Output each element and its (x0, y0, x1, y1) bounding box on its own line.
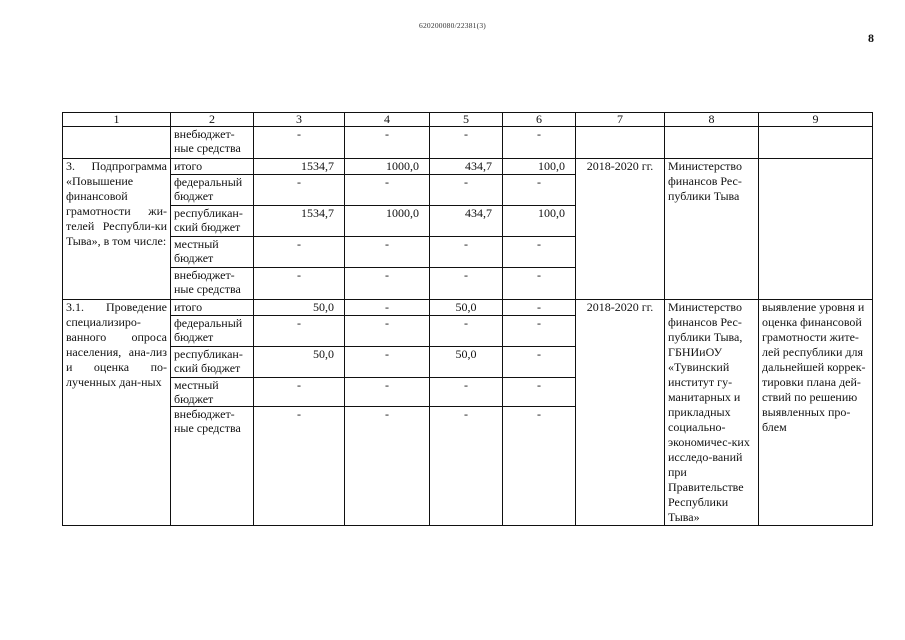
amount-2019: - (430, 237, 503, 268)
amount-2019: 434,7 (430, 159, 503, 175)
funding-source: итого (171, 300, 254, 316)
amount-total: - (254, 237, 345, 268)
amount-2018: - (345, 300, 430, 316)
funding-source: внебюджет-ные средства (171, 407, 254, 526)
amount-2018: - (345, 407, 430, 526)
amount-total: 1534,7 (254, 206, 345, 237)
responsible-executor: Министерство финансов Рес-публики Тыва, ГБНИиОУ «Тувинский институт гу-манитарных и прикладных социально-экономичес-ких исследо-ваний при Правительстве Республики Тыва» (665, 300, 759, 526)
amount-2018: - (345, 347, 430, 378)
implementation-period: 2018-2020 гг. (576, 300, 665, 526)
amount-2019: 50,0 (430, 347, 503, 378)
amount-total: - (254, 407, 345, 526)
funding-source: итого (171, 159, 254, 175)
funding-source: местный бюджет (171, 377, 254, 407)
funding-source: республикан-ский бюджет (171, 206, 254, 237)
funding-source: республикан-ский бюджет (171, 347, 254, 378)
amount-2020: - (503, 316, 576, 347)
amount-2020: - (503, 407, 576, 526)
amount-2019: - (430, 407, 503, 526)
col-number: 3 (254, 113, 345, 127)
amount-2019: - (430, 268, 503, 300)
funding-source: федеральный бюджет (171, 316, 254, 347)
amount-2020: - (503, 300, 576, 316)
document-id: 620200080/22381(3) (419, 21, 486, 30)
amount-2018: - (345, 268, 430, 300)
funding-source: внебюджет-ные средства (171, 268, 254, 300)
amount-2019: 50,0 (430, 300, 503, 316)
amount-2018: - (345, 175, 430, 206)
amount-2019: - (430, 377, 503, 407)
amount-2020: - (503, 127, 576, 159)
col-number: 7 (576, 113, 665, 127)
activity-name: 3.1. Проведение специализиро-ванного опроса населения, ана-лиз и оценка по-лученных дан-ных (63, 300, 171, 526)
amount-total: - (254, 268, 345, 300)
amount-2018: 1000,0 (345, 159, 430, 175)
program-table (62, 112, 873, 526)
amount-total: 50,0 (254, 300, 345, 316)
col-number: 6 (503, 113, 576, 127)
table-cell (63, 127, 171, 159)
amount-2020: 100,0 (503, 159, 576, 175)
amount-2020: - (503, 237, 576, 268)
col-number: 1 (63, 113, 171, 127)
amount-total: - (254, 316, 345, 347)
amount-2020: - (503, 377, 576, 407)
implementation-period: 2018-2020 гг. (576, 159, 665, 300)
amount-total: 50,0 (254, 347, 345, 378)
table-cell (665, 127, 759, 159)
amount-2020: - (503, 347, 576, 378)
table-row (63, 300, 873, 316)
amount-2019: - (430, 175, 503, 206)
amount-2018: - (345, 127, 430, 159)
amount-2020: - (503, 175, 576, 206)
table-cell (576, 127, 665, 159)
col-number: 2 (171, 113, 254, 127)
amount-total: - (254, 175, 345, 206)
amount-total: - (254, 377, 345, 407)
column-number-row (63, 113, 873, 127)
amount-total: - (254, 127, 345, 159)
amount-2018: - (345, 316, 430, 347)
col-number: 4 (345, 113, 430, 127)
amount-2019: - (430, 127, 503, 159)
amount-2018: - (345, 377, 430, 407)
funding-source: федеральный бюджет (171, 175, 254, 206)
table-row (63, 159, 873, 175)
funding-source: местный бюджет (171, 237, 254, 268)
expected-result: выявление уровня и оценка финансовой грамотности жите-лей республики для дальнейшей коррек-тировки плана дей-ствий по решению выявленных про-блем (759, 300, 873, 526)
table-cell (759, 127, 873, 159)
amount-2018: - (345, 237, 430, 268)
responsible-executor: Министерство финансов Рес-публики Тыва (665, 159, 759, 300)
continuation-row (63, 127, 873, 159)
amount-2020: 100,0 (503, 206, 576, 237)
subprogram-name: 3. Подпрограмма «Повышение финансовой грамотности жи-телей Республи-ки Тыва», в том числе: (63, 159, 171, 300)
amount-2019: - (430, 316, 503, 347)
amount-2018: 1000,0 (345, 206, 430, 237)
col-number: 8 (665, 113, 759, 127)
col-number: 9 (759, 113, 873, 127)
funding-source: внебюджет-ные средства (171, 127, 254, 159)
col-number: 5 (430, 113, 503, 127)
amount-2020: - (503, 268, 576, 300)
expected-result (759, 159, 873, 300)
amount-total: 1534,7 (254, 159, 345, 175)
page-number: 8 (868, 31, 874, 45)
amount-2019: 434,7 (430, 206, 503, 237)
